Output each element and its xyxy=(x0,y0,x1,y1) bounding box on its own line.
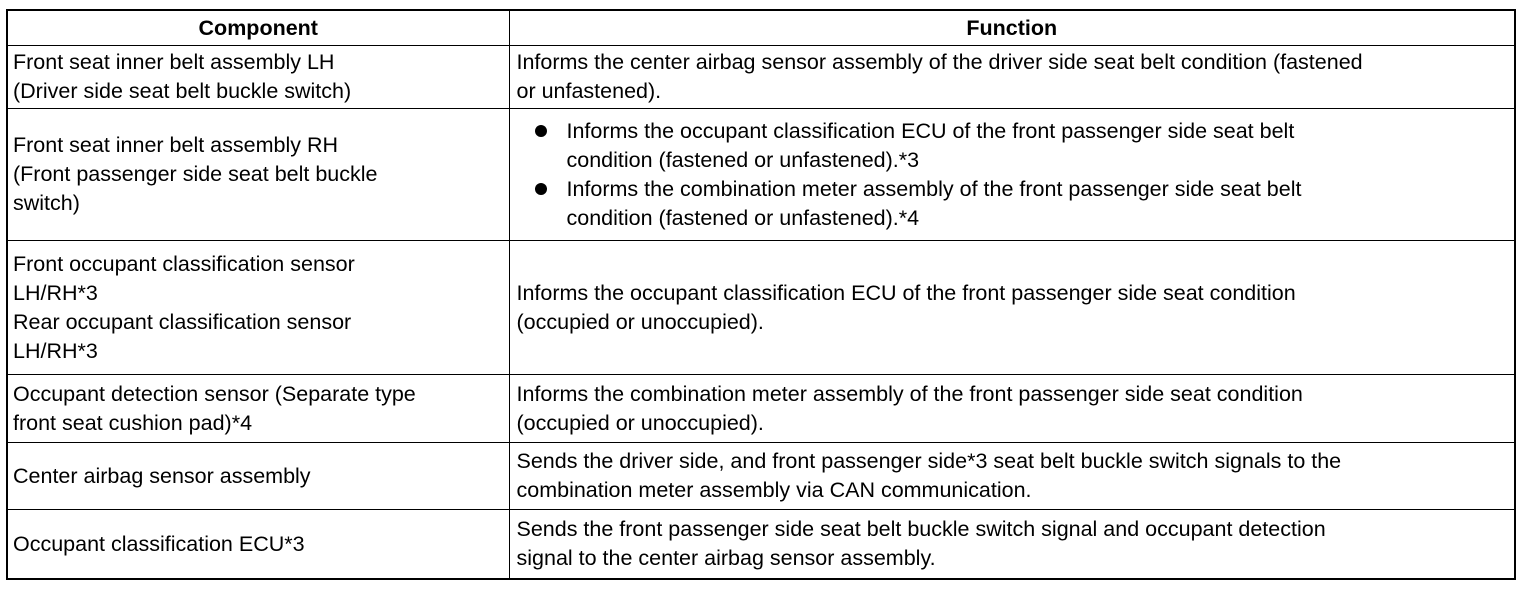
function-text: Informs the occupant classification ECU of the front passenger side seat condition xyxy=(516,280,1296,305)
column-header-function: Function xyxy=(509,10,1515,46)
bullet-icon xyxy=(535,183,547,195)
component-text: Occupant classification ECU*3 xyxy=(13,531,305,556)
document-page xyxy=(6,9,1514,580)
component-cell xyxy=(7,241,509,375)
function-text: condition (fastened or unfastened).*3 xyxy=(566,147,920,172)
function-text: Sends the driver side, and front passenger side*3 seat belt buckle switch signals to the xyxy=(516,449,1342,473)
component-text: (Driver side seat belt buckle switch) xyxy=(13,79,352,103)
table-row xyxy=(7,443,1515,510)
component-text: Rear occupant classification sensor xyxy=(13,309,352,334)
function-cell xyxy=(509,510,1515,580)
function-text: condition (fastened or unfastened).*4 xyxy=(566,205,920,230)
function-text: or unfastened). xyxy=(516,79,662,103)
table-row xyxy=(7,375,1515,443)
component-text: LH/RH*3 xyxy=(13,338,98,363)
component-cell xyxy=(7,443,509,510)
function-text: Informs the combination meter assembly of the front passenger side seat belt xyxy=(566,176,1302,201)
component-cell xyxy=(7,46,509,109)
function-cell xyxy=(509,241,1515,375)
component-text: switch) xyxy=(13,191,80,215)
function-text: (occupied or unoccupied). xyxy=(516,410,764,435)
function-cell xyxy=(509,443,1515,510)
function-text: signal to the center airbag sensor assembly. xyxy=(516,546,936,570)
table-row xyxy=(7,241,1515,375)
component-text: Front seat inner belt assembly RH xyxy=(13,133,339,157)
component-text: LH/RH*3 xyxy=(13,280,98,305)
table-header-row xyxy=(7,10,1515,46)
column-header-component: Component xyxy=(7,10,509,46)
function-cell xyxy=(509,109,1515,241)
function-text: Informs the center airbag sensor assembly of the driver side seat belt condition (fastened xyxy=(516,50,1363,74)
list-item xyxy=(517,175,1511,233)
function-text: Sends the front passenger side seat belt buckle switch signal and occupant detection xyxy=(516,517,1326,541)
function-cell xyxy=(509,375,1515,443)
component-cell xyxy=(7,375,509,443)
function-text: Informs the combination meter assembly of the front passenger side seat condition xyxy=(516,381,1303,406)
component-text: (Front passenger side seat belt buckle xyxy=(13,162,378,186)
function-text: (occupied or unoccupied). xyxy=(516,309,764,334)
component-function-table xyxy=(6,9,1516,580)
function-text: Informs the occupant classification ECU of the front passenger side seat belt xyxy=(566,118,1295,143)
function-cell xyxy=(509,46,1515,109)
component-text: Occupant detection sensor (Separate type xyxy=(13,381,416,406)
component-text: front seat cushion pad)*4 xyxy=(13,410,253,435)
component-text: Center airbag sensor assembly xyxy=(13,463,311,488)
component-text: Front occupant classification sensor xyxy=(13,251,355,276)
component-text: Front seat inner belt assembly LH xyxy=(13,50,335,74)
component-cell xyxy=(7,510,509,580)
function-text: combination meter assembly via CAN communication. xyxy=(516,478,1032,502)
table-row xyxy=(7,510,1515,580)
list-item xyxy=(517,117,1511,175)
table-row xyxy=(7,46,1515,109)
bullet-icon xyxy=(535,125,547,137)
function-bullet-list xyxy=(517,117,1511,233)
component-cell xyxy=(7,109,509,241)
table-row xyxy=(7,109,1515,241)
